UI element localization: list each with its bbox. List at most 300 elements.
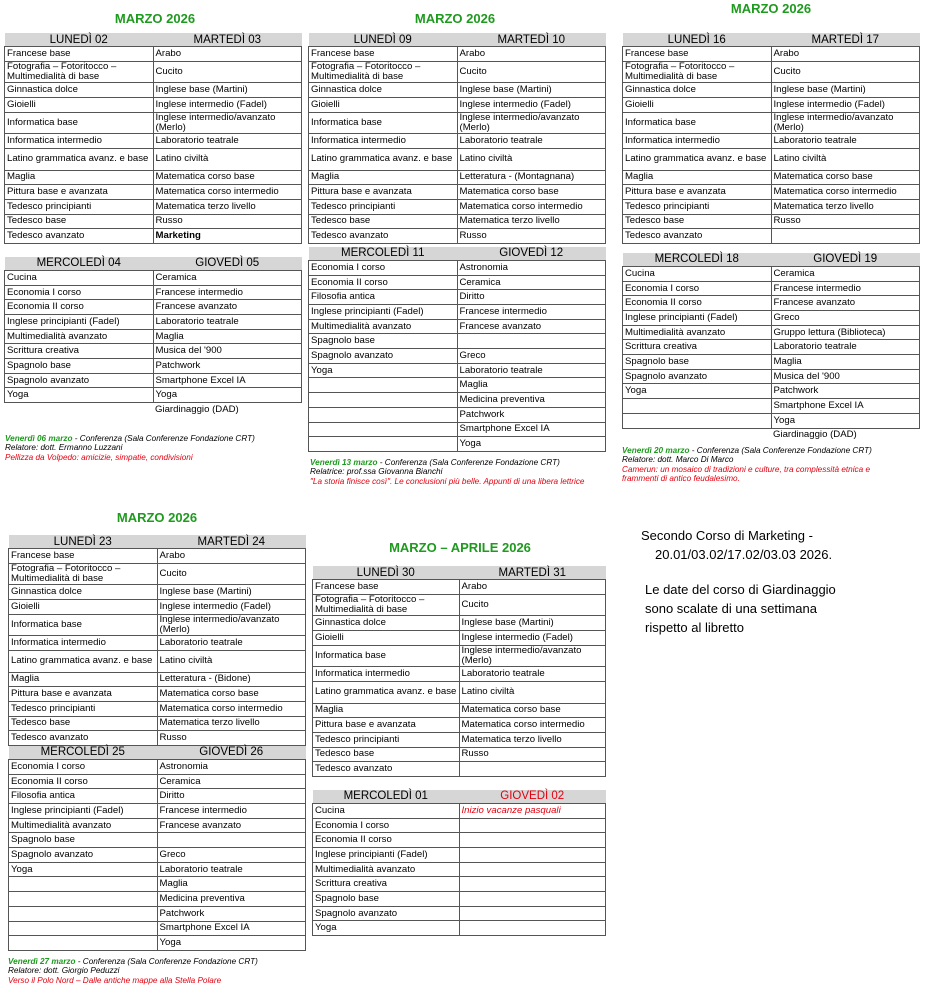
course-cell-left: Tedesco principianti <box>9 701 158 716</box>
table-row <box>9 833 306 848</box>
course-cell-left: Ginnastica dolce <box>623 83 772 98</box>
course-cell-right: Letteratura - (Montagnana) <box>457 170 606 185</box>
day-header-tue: MARTEDÌ 03 <box>153 33 302 47</box>
course-cell-right: Inglese intermedio (Fadel) <box>457 97 606 112</box>
table-row <box>5 83 302 98</box>
table-row <box>313 848 606 863</box>
course-cell-right <box>459 818 606 833</box>
table-row <box>309 214 606 229</box>
course-cell-left: Latino grammatica avanz. e base <box>623 148 772 170</box>
course-cell-left: Maglia <box>5 170 154 185</box>
course-cell-right: Laboratorio teatrale <box>771 340 920 355</box>
week4-mon-tue-table <box>8 535 306 746</box>
course-cell-right: Maglia <box>157 877 306 892</box>
course-cell-left: Latino grammatica avanz. e base <box>5 148 154 170</box>
conf-speaker: Relatrice: prof.ssa Giovanna Bianchi <box>310 467 443 477</box>
table-row <box>623 311 920 326</box>
table-row <box>9 585 306 600</box>
marketing-note-line1: Secondo Corso di Marketing - <box>641 528 813 543</box>
conf-topic: Pellizza da Volpedo: amicizie, simpatie, condivisioni <box>5 452 193 462</box>
week5-title: MARZO – APRILE 2026 <box>389 540 531 555</box>
course-cell-left: Maglia <box>309 170 458 185</box>
course-cell-left: Tedesco avanzato <box>5 229 154 244</box>
tail-cell: Giardinaggio (DAD) <box>773 429 857 441</box>
course-cell-right: Matematica corso intermedio <box>771 185 920 200</box>
course-cell-right: Inglese base (Martini) <box>157 585 306 600</box>
table-row <box>9 549 306 564</box>
course-cell-left: Informatica base <box>623 112 772 134</box>
course-cell-right: Matematica corso base <box>771 170 920 185</box>
course-cell-left: Scrittura creativa <box>623 340 772 355</box>
gardening-note-line1: Le date del corso di Giardinaggio <box>645 582 836 597</box>
course-cell-right: Gruppo lettura (Biblioteca) <box>771 325 920 340</box>
table-row <box>313 718 606 733</box>
course-cell-left: Cucina <box>313 803 460 818</box>
course-cell-left: Informatica intermedio <box>623 134 772 149</box>
day-header-wed: MERCOLEDÌ 25 <box>9 746 158 760</box>
table-row <box>9 877 306 892</box>
week2-title: MARZO 2026 <box>414 11 496 26</box>
course-cell-right: Matematica terzo livello <box>157 716 306 731</box>
course-cell-left: Maglia <box>313 703 460 718</box>
course-cell-right: Inglese intermedio/avanzato (Merlo) <box>153 112 302 134</box>
table-row <box>623 296 920 311</box>
course-cell-left: Spagnolo base <box>313 892 460 907</box>
conf-date: Venerdì 13 marzo <box>310 458 378 467</box>
week1-title: MARZO 2026 <box>114 11 196 26</box>
course-cell-right: Laboratorio teatrale <box>157 862 306 877</box>
course-cell-right: Smartphone Excel IA <box>157 921 306 936</box>
table-row <box>9 936 306 951</box>
course-cell-right: Russo <box>157 731 306 746</box>
course-cell-right: Arabo <box>153 47 302 62</box>
course-cell-left: Multimedialità avanzato <box>9 818 158 833</box>
course-cell-left <box>9 921 158 936</box>
conf-speaker: Relatore: dott. Marco Di Marco <box>622 455 734 465</box>
table-row <box>9 672 306 687</box>
course-cell-left <box>9 892 158 907</box>
course-cell-left: Inglese principianti (Fadel) <box>313 848 460 863</box>
course-cell-left: Informatica base <box>5 112 154 134</box>
course-cell-right: Inglese intermedio/avanzato (Merlo) <box>459 645 606 667</box>
table-row <box>313 594 606 616</box>
course-cell-left: Economia II corso <box>309 275 458 290</box>
course-cell-right <box>771 229 920 244</box>
table-row <box>313 906 606 921</box>
course-cell-left <box>9 877 158 892</box>
course-cell-left: Latino grammatica avanz. e base <box>313 681 460 703</box>
course-cell-left: Gioielli <box>309 97 458 112</box>
course-cell-right: Inglese base (Martini) <box>771 83 920 98</box>
course-cell-right: Patchwork <box>457 407 606 422</box>
course-cell-left: Gioielli <box>9 599 158 614</box>
course-cell-left <box>309 378 458 393</box>
course-cell-left: Fotografia – Fotoritocco – Multimedialità di base <box>313 594 460 616</box>
course-cell-right: Greco <box>771 311 920 326</box>
course-cell-right <box>157 833 306 848</box>
course-cell-right: Arabo <box>157 549 306 564</box>
table-row <box>309 393 606 408</box>
conf-topic: Camerun: un mosaico di tradizioni e culture, tra complessità etnica e <box>622 464 871 474</box>
table-row <box>623 369 920 384</box>
table-row <box>309 83 606 98</box>
conf-topic-line2: frammenti di antico feudalesimo. <box>622 473 740 483</box>
table-row <box>313 877 606 892</box>
course-cell-right: Greco <box>457 349 606 364</box>
gardening-note-line2: sono scalate di una settimana <box>645 601 817 616</box>
course-cell-left: Economia II corso <box>5 300 154 315</box>
table-row <box>5 315 302 330</box>
table-row <box>623 281 920 296</box>
table-row <box>313 921 606 936</box>
course-cell-right: Diritto <box>457 290 606 305</box>
course-cell-right <box>459 906 606 921</box>
table-row <box>5 134 302 149</box>
course-cell-left: Tedesco principianti <box>313 732 460 747</box>
course-cell-left: Tedesco principianti <box>5 199 154 214</box>
week4-wed-thu-table <box>8 746 306 951</box>
day-header-tue: MARTEDÌ 24 <box>157 535 306 549</box>
week2-block <box>308 33 606 452</box>
course-cell-right: Francese intermedio <box>153 285 302 300</box>
course-cell-left: Informatica intermedio <box>9 636 158 651</box>
table-row <box>309 134 606 149</box>
table-row <box>623 325 920 340</box>
course-cell-left: Yoga <box>9 862 158 877</box>
course-cell-right: Laboratorio teatrale <box>157 636 306 651</box>
course-cell-right: Ceramica <box>457 275 606 290</box>
table-row <box>623 266 920 281</box>
day-header-wed: MERCOLEDÌ 04 <box>5 257 154 271</box>
course-cell-left <box>309 393 458 408</box>
week3-title: MARZO 2026 <box>730 1 812 16</box>
table-row <box>9 599 306 614</box>
table-row <box>623 134 920 149</box>
table-row <box>623 61 920 83</box>
table-row <box>9 892 306 907</box>
course-cell-left: Economia I corso <box>309 260 458 275</box>
course-cell-right: Matematica corso intermedio <box>157 701 306 716</box>
course-cell-left: Tedesco base <box>5 214 154 229</box>
table-row <box>9 614 306 636</box>
table-row <box>5 373 302 388</box>
table-row <box>309 305 606 320</box>
course-cell-right: Yoga <box>771 413 920 428</box>
table-row <box>5 185 302 200</box>
course-cell-left: Fotografia – Fotoritocco – Multimedialità di base <box>623 61 772 83</box>
course-cell-right: Inglese intermedio/avanzato (Merlo) <box>771 112 920 134</box>
table-row <box>9 759 306 774</box>
course-cell-left: Pittura base e avanzata <box>9 687 158 702</box>
course-cell-left: Economia I corso <box>5 285 154 300</box>
gardening-note <box>645 580 836 637</box>
course-cell-right: Matematica corso base <box>459 703 606 718</box>
course-cell-left: Fotografia – Fotoritocco – Multimedialità di base <box>309 61 458 83</box>
course-cell-right: Inglese intermedio (Fadel) <box>157 599 306 614</box>
course-cell-right: Inglese intermedio (Fadel) <box>459 630 606 645</box>
table-row <box>313 762 606 777</box>
course-cell-left: Economia I corso <box>623 281 772 296</box>
course-cell-left <box>9 906 158 921</box>
course-cell-left: Filosofia antica <box>309 290 458 305</box>
day-header-wed: MERCOLEDÌ 01 <box>313 790 460 804</box>
day-header-tue: MARTEDÌ 17 <box>771 33 920 47</box>
table-row <box>313 892 606 907</box>
course-cell-right <box>459 921 606 936</box>
course-cell-right: Russo <box>459 747 606 762</box>
table-row <box>5 61 302 83</box>
course-cell-right: Arabo <box>457 47 606 62</box>
table-row <box>309 334 606 349</box>
table-row <box>9 716 306 731</box>
day-header-thu: GIOVEDÌ 12 <box>457 247 606 261</box>
table-row <box>309 437 606 452</box>
course-cell-left: Fotografia – Fotoritocco – Multimedialità di base <box>9 563 158 585</box>
table-row <box>5 112 302 134</box>
table-row <box>309 363 606 378</box>
table-row <box>309 422 606 437</box>
course-cell-left: Ginnastica dolce <box>309 83 458 98</box>
course-cell-left: Economia I corso <box>9 759 158 774</box>
course-cell-right: Matematica corso intermedio <box>457 199 606 214</box>
table-row <box>309 148 606 170</box>
table-row <box>9 687 306 702</box>
table-row <box>9 921 306 936</box>
course-cell-left: Spagnolo base <box>5 359 154 374</box>
course-cell-left: Informatica base <box>309 112 458 134</box>
course-cell-right: Francese avanzato <box>457 319 606 334</box>
course-cell-right: Latino civiltà <box>457 148 606 170</box>
table-row <box>623 170 920 185</box>
course-cell-right: Arabo <box>459 580 606 595</box>
course-cell-right: Francese avanzato <box>153 300 302 315</box>
course-cell-right: Yoga <box>457 437 606 452</box>
conf-text: - Conferenza (Sala Conferenze Fondazione CRT) <box>689 446 872 455</box>
table-row <box>9 906 306 921</box>
table-row <box>313 645 606 667</box>
course-cell-right <box>459 833 606 848</box>
course-cell-right: Maglia <box>457 378 606 393</box>
table-row <box>313 667 606 682</box>
marketing-note-line2: 20.01/03.02/17.02/03.03 2026. <box>655 547 833 562</box>
course-cell-right: Inglese base (Martini) <box>459 616 606 631</box>
day-header-thu: GIOVEDÌ 05 <box>153 257 302 271</box>
table-row <box>313 580 606 595</box>
table-row <box>9 789 306 804</box>
week4-title: MARZO 2026 <box>116 510 198 525</box>
table-row <box>5 214 302 229</box>
course-cell-left: Ginnastica dolce <box>5 83 154 98</box>
course-cell-left: Multimedialità avanzato <box>309 319 458 334</box>
course-cell-right: Musica del '900 <box>771 369 920 384</box>
course-cell-right <box>459 862 606 877</box>
course-cell-left: Latino grammatica avanz. e base <box>309 148 458 170</box>
course-cell-right: Francese intermedio <box>771 281 920 296</box>
course-cell-right: Ceramica <box>771 266 920 281</box>
table-row <box>623 340 920 355</box>
course-cell-right: Patchwork <box>771 384 920 399</box>
course-cell-left: Spagnolo avanzato <box>623 369 772 384</box>
marketing-note <box>641 526 832 564</box>
course-cell-right: Russo <box>457 229 606 244</box>
course-cell-left: Pittura base e avanzata <box>313 718 460 733</box>
table-row <box>9 731 306 746</box>
table-row <box>9 650 306 672</box>
course-cell-right: Patchwork <box>157 906 306 921</box>
course-cell-left: Yoga <box>5 388 154 403</box>
course-cell-right: Arabo <box>771 47 920 62</box>
course-cell-right: Francese intermedio <box>457 305 606 320</box>
course-cell-left: Tedesco avanzato <box>309 229 458 244</box>
course-cell-right: Cucito <box>771 61 920 83</box>
course-cell-left: Fotografia – Fotoritocco – Multimedialità di base <box>5 61 154 83</box>
course-cell-right: Laboratorio teatrale <box>771 134 920 149</box>
table-row <box>5 285 302 300</box>
week1-block <box>4 33 302 417</box>
week5-wed-thu-table <box>312 790 606 936</box>
day-header-tue: MARTEDÌ 10 <box>457 33 606 47</box>
course-cell-left: Francese base <box>313 580 460 595</box>
course-cell-left: Spagnolo avanzato <box>5 373 154 388</box>
course-cell-left: Informatica intermedio <box>5 134 154 149</box>
course-cell-right: Inglese base (Martini) <box>153 83 302 98</box>
table-row <box>623 413 920 428</box>
course-cell-left: Multimedialità avanzato <box>313 862 460 877</box>
table-row <box>623 229 920 244</box>
day-header-thu: GIOVEDÌ 19 <box>771 253 920 267</box>
course-cell-left: Informatica intermedio <box>313 667 460 682</box>
course-cell-left: Latino grammatica avanz. e base <box>9 650 158 672</box>
course-cell-left: Tedesco base <box>313 747 460 762</box>
table-row <box>5 388 302 403</box>
day-header-wed: MERCOLEDÌ 11 <box>309 247 458 261</box>
table-row <box>5 97 302 112</box>
course-cell-left: Economia II corso <box>313 833 460 848</box>
course-cell-left: Tedesco avanzato <box>313 762 460 777</box>
day-header-mon: LUNEDÌ 02 <box>5 33 154 47</box>
course-cell-left <box>623 399 772 414</box>
table-row <box>309 47 606 62</box>
course-cell-right: Russo <box>771 214 920 229</box>
course-cell-right: Matematica terzo livello <box>771 199 920 214</box>
course-cell-left: Inglese principianti (Fadel) <box>623 311 772 326</box>
table-row <box>313 747 606 762</box>
course-cell-left: Tedesco base <box>309 214 458 229</box>
table-row <box>309 378 606 393</box>
course-cell-right: Ceramica <box>153 270 302 285</box>
table-row <box>5 199 302 214</box>
week4-block <box>8 535 306 951</box>
course-cell-right <box>459 877 606 892</box>
course-cell-left: Cucina <box>5 270 154 285</box>
course-cell-right: Smartphone Excel IA <box>771 399 920 414</box>
course-cell-left: Inglese principianti (Fadel) <box>9 804 158 819</box>
table-row <box>309 290 606 305</box>
table-row <box>313 818 606 833</box>
course-cell-left: Francese base <box>9 549 158 564</box>
course-cell-right: Medicina preventiva <box>157 892 306 907</box>
day-header-wed: MERCOLEDÌ 18 <box>623 253 772 267</box>
course-cell-left: Yoga <box>309 363 458 378</box>
course-cell-left: Scrittura creativa <box>5 344 154 359</box>
table-row <box>623 97 920 112</box>
table-row <box>5 47 302 62</box>
course-cell-left: Multimedialità avanzato <box>5 329 154 344</box>
course-cell-right: Smartphone Excel IA <box>457 422 606 437</box>
tail-cell: Giardinaggio (DAD) <box>155 404 239 415</box>
table-row <box>309 112 606 134</box>
table-row <box>5 148 302 170</box>
table-row <box>309 319 606 334</box>
course-cell-right: Patchwork <box>153 359 302 374</box>
course-cell-right: Inglese intermedio (Fadel) <box>153 97 302 112</box>
table-row <box>9 848 306 863</box>
table-row <box>9 701 306 716</box>
course-cell-right: Matematica corso base <box>157 687 306 702</box>
conf-date: Venerdì 06 marzo <box>5 434 73 443</box>
day-header-mon: LUNEDÌ 30 <box>313 566 460 580</box>
week5-mon-tue-table <box>312 566 606 777</box>
conf-date: Venerdì 20 marzo <box>622 446 690 455</box>
course-cell-right: Matematica terzo livello <box>153 199 302 214</box>
table-row <box>5 270 302 285</box>
course-cell-right: Latino civiltà <box>153 148 302 170</box>
course-cell-right: Francese avanzato <box>771 296 920 311</box>
table-row <box>313 630 606 645</box>
course-cell-right: Diritto <box>157 789 306 804</box>
course-cell-right: Inizio vacanze pasquali <box>459 803 606 818</box>
course-cell-left: Francese base <box>623 47 772 62</box>
course-cell-left: Economia I corso <box>313 818 460 833</box>
day-header-mon: LUNEDÌ 16 <box>623 33 772 47</box>
conf-text: - Conferenza (Sala Conferenze Fondazione CRT) <box>377 458 560 467</box>
table-row <box>309 185 606 200</box>
course-cell-left: Cucina <box>623 266 772 281</box>
course-cell-right: Francese intermedio <box>157 804 306 819</box>
table-row <box>623 355 920 370</box>
course-cell-right <box>457 334 606 349</box>
week1-wed-thu-table <box>4 257 302 417</box>
course-cell-right: Cucito <box>157 563 306 585</box>
course-cell-right: Cucito <box>459 594 606 616</box>
table-row <box>309 407 606 422</box>
course-cell-right: Astronomia <box>157 759 306 774</box>
course-cell-left: Informatica base <box>9 614 158 636</box>
course-cell-left: Informatica base <box>313 645 460 667</box>
course-cell-right <box>459 892 606 907</box>
course-cell-right: Laboratorio teatrale <box>459 667 606 682</box>
table-row <box>313 833 606 848</box>
course-cell-left: Gioielli <box>5 97 154 112</box>
course-cell-left: Pittura base e avanzata <box>5 185 154 200</box>
conf-speaker: Relatore: dott. Ermanno Luzzani <box>5 443 123 453</box>
course-cell-right: Matematica corso intermedio <box>459 718 606 733</box>
day-header-mon: LUNEDÌ 23 <box>9 535 158 549</box>
course-cell-left: Inglese principianti (Fadel) <box>5 315 154 330</box>
course-cell-right: Musica del '900 <box>153 344 302 359</box>
table-row <box>623 47 920 62</box>
course-cell-left: Tedesco avanzato <box>9 731 158 746</box>
week5-block <box>312 566 606 936</box>
course-cell-right <box>459 848 606 863</box>
course-cell-left: Maglia <box>623 170 772 185</box>
course-cell-left: Pittura base e avanzata <box>623 185 772 200</box>
course-cell-left: Tedesco principianti <box>623 199 772 214</box>
course-cell-right: Matematica terzo livello <box>457 214 606 229</box>
table-row <box>9 804 306 819</box>
day-header-thu: GIOVEDÌ 26 <box>157 746 306 760</box>
table-row <box>623 199 920 214</box>
